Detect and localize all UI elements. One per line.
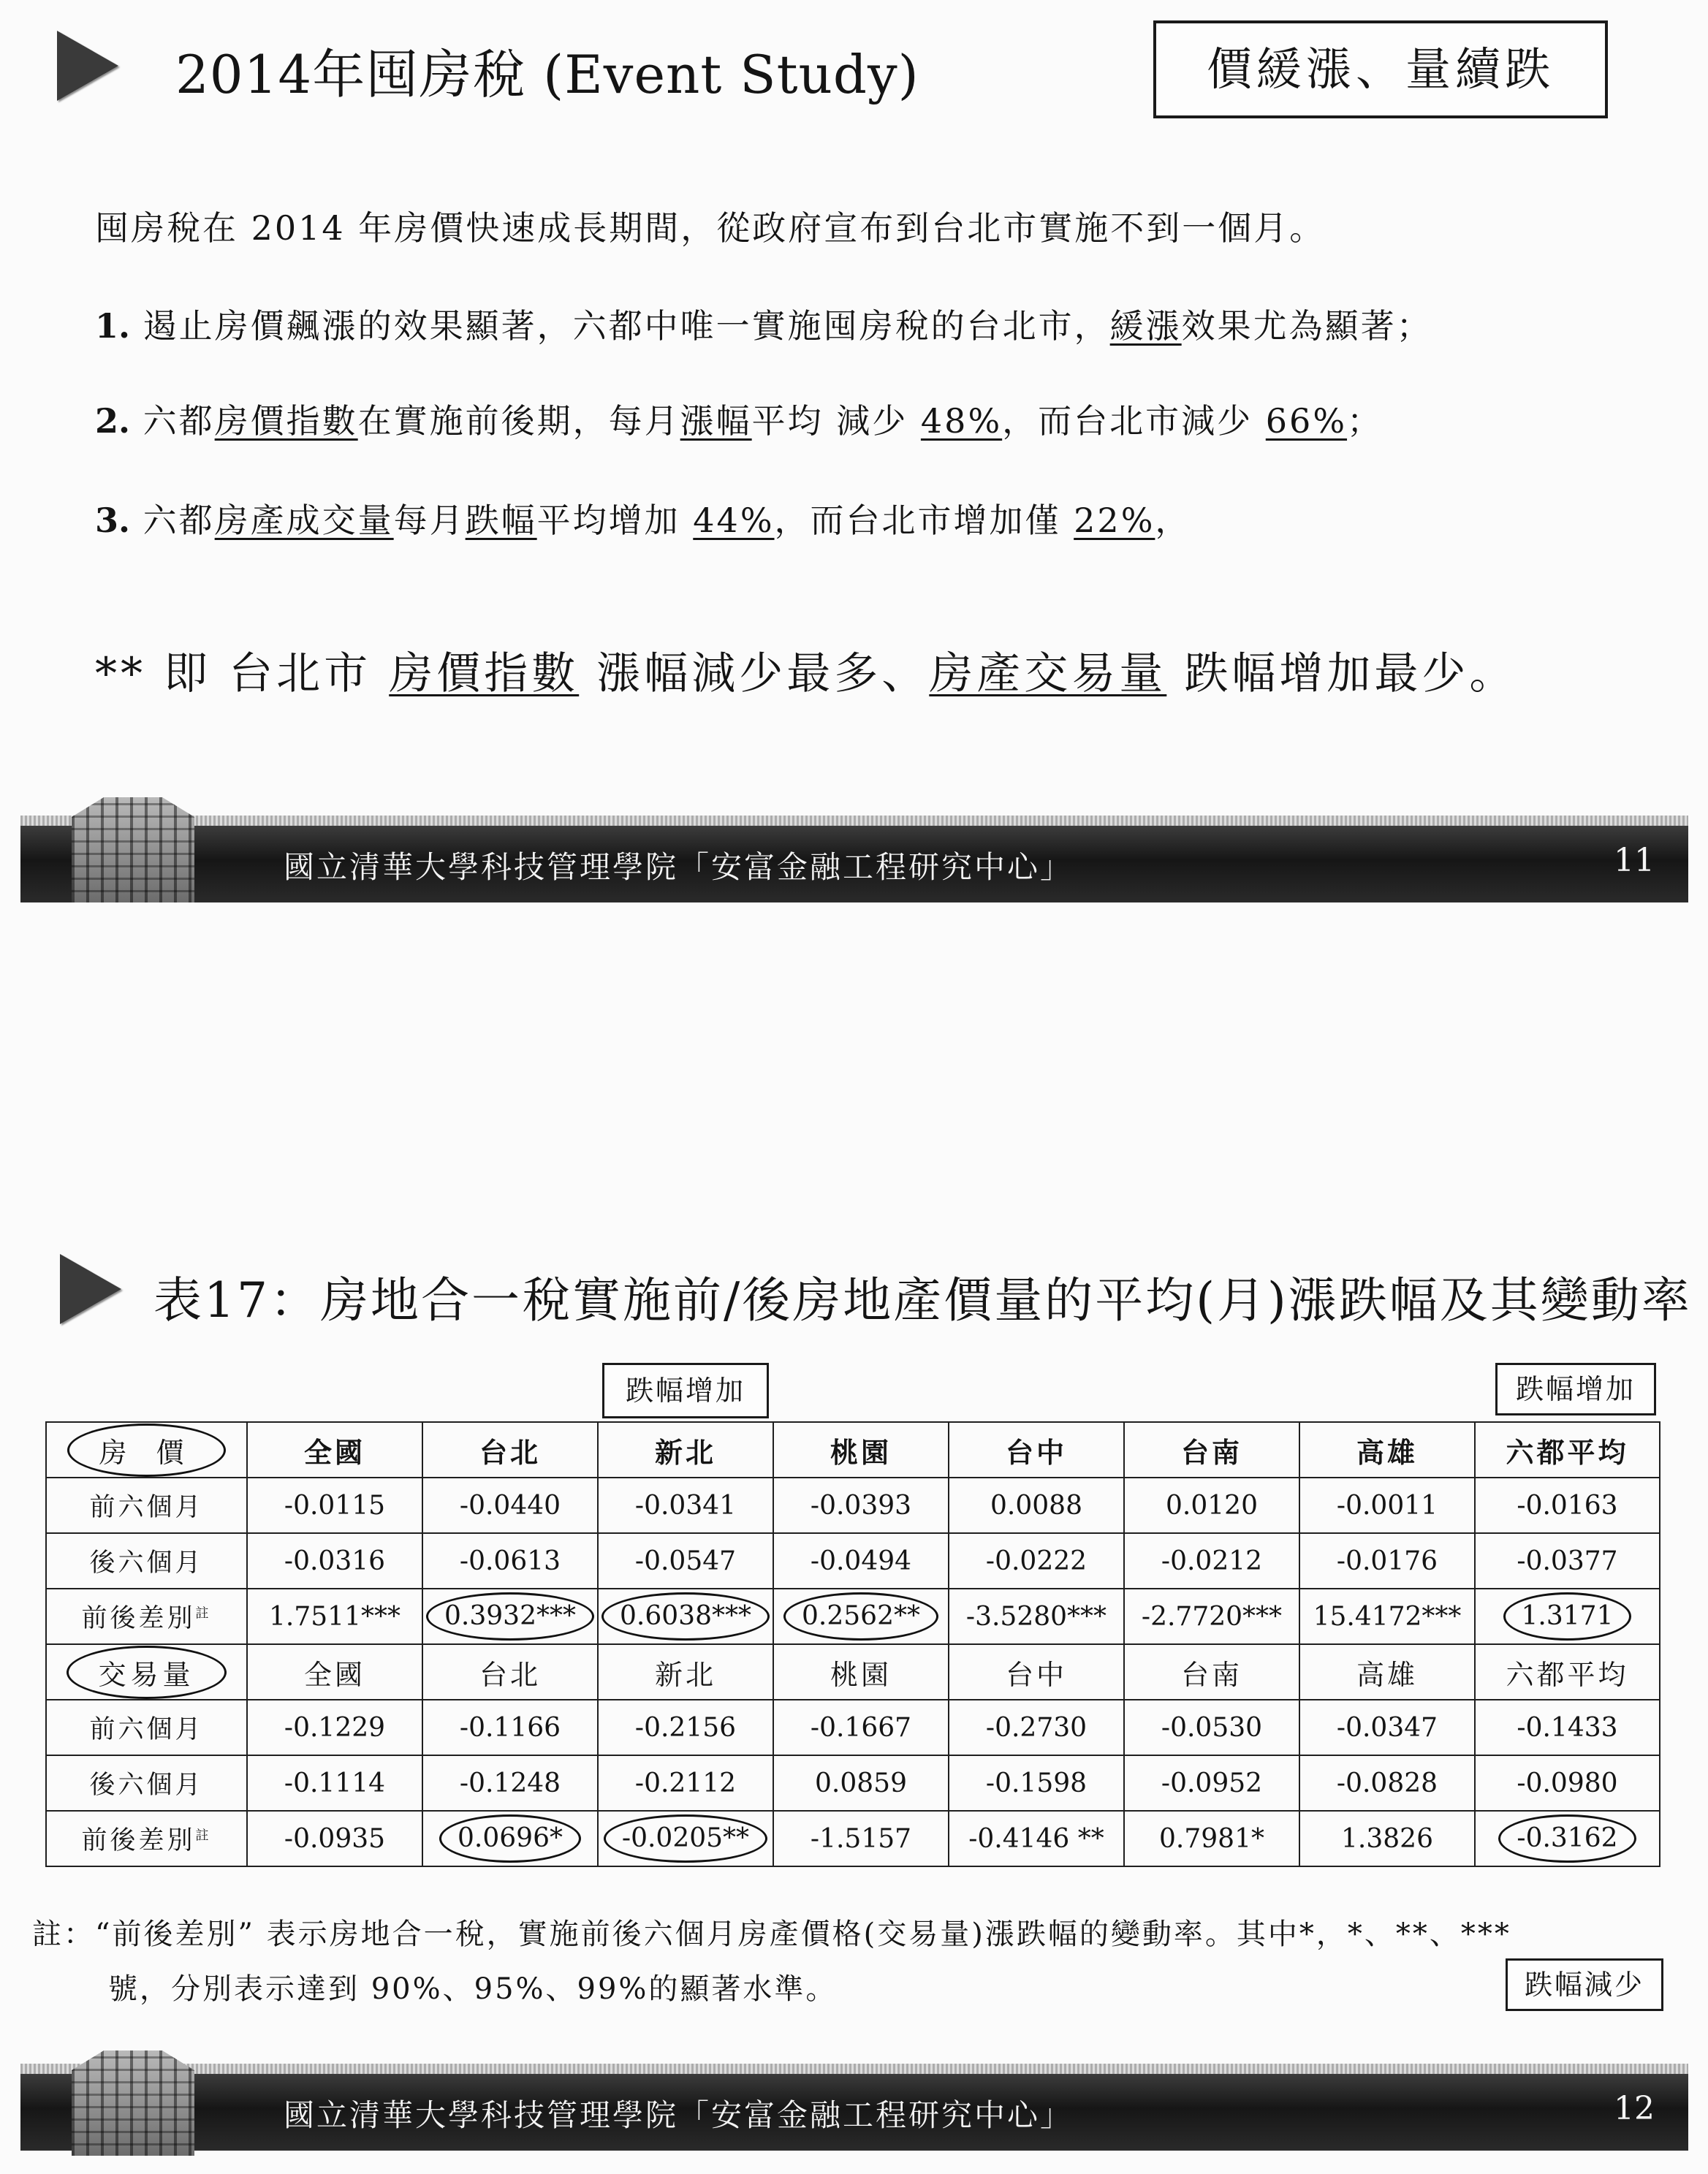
slide-12-footer bbox=[20, 2074, 1688, 2151]
table-cell bbox=[1475, 1755, 1660, 1811]
table-cell bbox=[1124, 1755, 1299, 1811]
table-cell bbox=[1475, 1589, 1660, 1644]
cell-value: -0.0613 bbox=[459, 1546, 561, 1576]
table-row bbox=[46, 1478, 1660, 1533]
row-label-text: 前後差別 bbox=[81, 1826, 196, 1855]
col-header: 高雄 bbox=[1299, 1422, 1475, 1478]
table-row bbox=[46, 1700, 1660, 1755]
conclusion-text-c: 跌幅增加最少。 bbox=[1166, 648, 1517, 699]
col-header: 台南 bbox=[1124, 1422, 1299, 1478]
table-cell bbox=[773, 1811, 949, 1866]
col-header: 台中 bbox=[949, 1422, 1124, 1478]
table-cell bbox=[247, 1755, 422, 1811]
slide-11-title: 2014年囤房稅 (Event Study) bbox=[175, 44, 919, 105]
point-2-text-c: 平均 減少 bbox=[751, 401, 921, 441]
table-cell bbox=[1299, 1700, 1475, 1755]
table-cell bbox=[1475, 1478, 1660, 1533]
table-cell bbox=[247, 1533, 422, 1589]
point-2-text-b: 在實施前後期，每月 bbox=[357, 401, 680, 441]
price-label-oval: 房 價 bbox=[67, 1424, 225, 1477]
table-note-line-2: 號，分別表示達到 90%、95%、99%的顯著水準。 bbox=[108, 1972, 838, 2006]
price-section bbox=[46, 1422, 1660, 1644]
point-2-underline-3: 48% bbox=[920, 401, 1003, 441]
point-1-number: 1. bbox=[95, 306, 131, 346]
point-3-text-c: 平均增加 bbox=[536, 501, 694, 540]
cell-value: -0.0341 bbox=[634, 1490, 737, 1521]
conclusion-text-b: 漲幅減少最多、 bbox=[579, 648, 930, 699]
table-cell bbox=[1475, 1700, 1660, 1755]
circled-cell-value: -0.3162 bbox=[1498, 1814, 1636, 1863]
cell-value: -0.1433 bbox=[1517, 1712, 1618, 1743]
cell-value: -0.2730 bbox=[985, 1712, 1088, 1743]
point-1-underlined: 緩漲 bbox=[1109, 306, 1182, 346]
point-3 bbox=[95, 494, 1191, 542]
table-cell bbox=[1299, 1755, 1475, 1811]
table-cell bbox=[247, 1478, 422, 1533]
point-3-text-e: ， bbox=[1155, 501, 1191, 540]
cell-value: -0.0547 bbox=[634, 1546, 737, 1576]
circled-cell-value: 0.2562** bbox=[783, 1592, 938, 1641]
point-3-number: 3. bbox=[95, 501, 131, 540]
cell-value: -0.2156 bbox=[634, 1712, 737, 1743]
table-cell bbox=[598, 1478, 773, 1533]
cell-value: -0.2112 bbox=[634, 1768, 737, 1798]
conclusion-text-a: ** 即 台北市 bbox=[95, 648, 390, 699]
table-note-line-1: 註：“前後差別” 表示房地合一稅，實施前後六個月房產價格(交易量)漲跌幅的變動率。其中*，*、**、*** bbox=[32, 1918, 1511, 1951]
table-cell bbox=[1124, 1811, 1299, 1866]
col-header: 桃園 bbox=[773, 1644, 949, 1700]
conclusion-underline-2: 房產交易量 bbox=[929, 648, 1167, 699]
table-cell bbox=[773, 1755, 949, 1811]
table-cell bbox=[949, 1589, 1124, 1644]
cell-value: 0.7981* bbox=[1159, 1823, 1264, 1854]
table-cell bbox=[422, 1700, 598, 1755]
price-section-label bbox=[46, 1422, 247, 1478]
tag-bottom-right: 跌幅減少 bbox=[1506, 1958, 1663, 2011]
data-table bbox=[45, 1421, 1660, 1867]
row-label bbox=[46, 1589, 247, 1644]
table-cell bbox=[598, 1811, 773, 1866]
table-cell bbox=[1124, 1589, 1299, 1644]
col-header: 高雄 bbox=[1299, 1644, 1475, 1700]
col-header: 台北 bbox=[422, 1422, 598, 1478]
circled-cell-value: 0.0696* bbox=[439, 1814, 581, 1863]
table-row bbox=[46, 1811, 1660, 1866]
row-label bbox=[46, 1700, 247, 1755]
cell-value: -0.1248 bbox=[459, 1768, 561, 1798]
table-cell bbox=[1124, 1478, 1299, 1533]
note-mark: 註 bbox=[195, 1605, 212, 1622]
cell-value: -0.0115 bbox=[284, 1490, 386, 1521]
cell-value: -1.5157 bbox=[810, 1823, 912, 1854]
footer-institution: 國立清華大學科技管理學院「安富金融工程研究中心」 bbox=[284, 2097, 1074, 2133]
table-cell bbox=[247, 1589, 422, 1644]
volume-label-oval: 交易量 bbox=[67, 1646, 226, 1699]
cell-value: -0.0935 bbox=[284, 1823, 386, 1854]
point-3-text-d: ，而台北市增加僅 bbox=[774, 501, 1074, 540]
cell-value: -0.0212 bbox=[1161, 1546, 1263, 1576]
cell-value: -3.5280*** bbox=[965, 1601, 1107, 1632]
footer-institution: 國立清華大學科技管理學院「安富金融工程研究中心」 bbox=[284, 849, 1074, 885]
point-3-underline-2: 跌幅 bbox=[465, 501, 537, 540]
table-cell bbox=[422, 1589, 598, 1644]
table-cell bbox=[949, 1755, 1124, 1811]
cell-value: -0.0440 bbox=[459, 1490, 561, 1521]
conclusion-underline-1: 房價指數 bbox=[389, 648, 580, 699]
table-cell bbox=[247, 1811, 422, 1866]
row-label-text: 後六個月 bbox=[89, 1548, 204, 1578]
table-cell bbox=[1299, 1533, 1475, 1589]
table-cell bbox=[422, 1755, 598, 1811]
col-header: 桃園 bbox=[773, 1422, 949, 1478]
circled-cell-value: 0.3932*** bbox=[426, 1592, 594, 1641]
cell-value: -0.0530 bbox=[1161, 1712, 1263, 1743]
table-cell bbox=[598, 1700, 773, 1755]
col-header: 全國 bbox=[247, 1644, 422, 1700]
volume-section bbox=[46, 1644, 1660, 1866]
point-2-underline-4: 66% bbox=[1265, 401, 1348, 441]
cell-value: -0.1114 bbox=[284, 1768, 386, 1798]
cell-value: -0.0176 bbox=[1336, 1546, 1438, 1576]
circled-cell-value: 0.6038*** bbox=[601, 1592, 770, 1641]
point-2 bbox=[95, 395, 1383, 443]
slide-11-boxed-label: 價緩漲、量續跌 bbox=[1153, 20, 1608, 118]
point-2-underline-2: 漲幅 bbox=[680, 401, 752, 441]
cell-value: -0.1229 bbox=[284, 1712, 386, 1743]
cell-value: -0.1598 bbox=[985, 1768, 1088, 1798]
table-cell bbox=[598, 1589, 773, 1644]
cell-value: 0.0859 bbox=[815, 1768, 907, 1798]
cell-value: -0.0952 bbox=[1161, 1768, 1263, 1798]
cell-value: -0.1667 bbox=[810, 1712, 912, 1743]
table-cell bbox=[247, 1700, 422, 1755]
cell-value: -0.0494 bbox=[810, 1546, 912, 1576]
cell-value: -0.1166 bbox=[459, 1712, 561, 1743]
point-1-text-b: 效果尤為顯著； bbox=[1181, 306, 1432, 346]
table-cell bbox=[773, 1589, 949, 1644]
row-label bbox=[46, 1533, 247, 1589]
cell-value: -0.0828 bbox=[1336, 1768, 1438, 1798]
tag-top-right: 跌幅增加 bbox=[1495, 1363, 1656, 1415]
page-number: 11 bbox=[1614, 842, 1655, 879]
row-label-text: 前六個月 bbox=[89, 1715, 204, 1744]
table-cell bbox=[598, 1533, 773, 1589]
table-cell bbox=[1299, 1478, 1475, 1533]
cell-value: -0.4146 ** bbox=[968, 1823, 1104, 1854]
cell-value: -0.0316 bbox=[284, 1546, 386, 1576]
table-row bbox=[46, 1755, 1660, 1811]
circled-cell-value: -0.0205** bbox=[604, 1814, 767, 1863]
cell-value: -0.0163 bbox=[1517, 1490, 1618, 1521]
col-header: 六都平均 bbox=[1475, 1644, 1660, 1700]
table-cell bbox=[773, 1533, 949, 1589]
table-cell bbox=[1475, 1811, 1660, 1866]
point-2-text-a: 六都 bbox=[130, 401, 215, 441]
cell-value: -0.0347 bbox=[1336, 1712, 1438, 1743]
col-header: 六都平均 bbox=[1475, 1422, 1660, 1478]
row-label bbox=[46, 1811, 247, 1866]
table-cell bbox=[773, 1478, 949, 1533]
cell-value: 15.4172*** bbox=[1313, 1601, 1462, 1632]
table-cell bbox=[1475, 1533, 1660, 1589]
building-logo-icon bbox=[60, 2046, 206, 2156]
point-1 bbox=[95, 300, 1432, 348]
tag-top-center: 跌幅增加 bbox=[602, 1363, 769, 1418]
cell-value: -0.0393 bbox=[810, 1490, 912, 1521]
col-header: 新北 bbox=[598, 1644, 773, 1700]
point-2-text-e: ； bbox=[1347, 401, 1384, 441]
page-number: 12 bbox=[1614, 2090, 1655, 2127]
cell-value: 0.0120 bbox=[1166, 1490, 1258, 1521]
row-label-text: 前後差別 bbox=[81, 1604, 196, 1633]
table-cell bbox=[1299, 1589, 1475, 1644]
table-cell bbox=[949, 1533, 1124, 1589]
point-3-text-b: 每月 bbox=[393, 501, 466, 540]
building-logo-icon bbox=[60, 793, 206, 902]
volume-section-label bbox=[46, 1644, 247, 1700]
slide-12-title: 表17：房地合一稅實施前/後房地產價量的平均(月)漲跌幅及其變動率 bbox=[153, 1272, 1692, 1329]
col-header: 新北 bbox=[598, 1422, 773, 1478]
cell-value: -0.0222 bbox=[985, 1546, 1088, 1576]
table-cell bbox=[773, 1700, 949, 1755]
cell-value: -2.7720*** bbox=[1141, 1601, 1283, 1632]
point-2-number: 2. bbox=[95, 401, 131, 441]
circled-cell-value: 1.3171 bbox=[1503, 1592, 1632, 1641]
row-label bbox=[46, 1478, 247, 1533]
table-cell bbox=[949, 1700, 1124, 1755]
point-3-underline-4: 22% bbox=[1074, 501, 1155, 540]
cell-value: -0.0980 bbox=[1517, 1768, 1618, 1798]
point-3-underline-3: 44% bbox=[693, 501, 775, 540]
table-cell bbox=[949, 1478, 1124, 1533]
row-label bbox=[46, 1755, 247, 1811]
cell-value: 1.3826 bbox=[1341, 1823, 1433, 1854]
bullet-triangle-icon bbox=[57, 31, 118, 101]
row-label-text: 前六個月 bbox=[89, 1493, 204, 1522]
intro-paragraph: 囤房稅在 2014 年房價快速成長期間，從政府宣布到台北市實施不到一個月。 bbox=[95, 208, 1326, 248]
row-label-text: 後六個月 bbox=[89, 1771, 204, 1800]
col-header: 全國 bbox=[247, 1422, 422, 1478]
point-3-underline-1: 房產成交量 bbox=[214, 501, 394, 540]
table-row bbox=[46, 1589, 1660, 1644]
cell-value: 0.0088 bbox=[990, 1490, 1082, 1521]
cell-value: 1.7511*** bbox=[269, 1601, 401, 1632]
table-cell bbox=[422, 1533, 598, 1589]
table-cell bbox=[1299, 1811, 1475, 1866]
table-row bbox=[46, 1533, 1660, 1589]
slide-11-footer bbox=[20, 826, 1688, 902]
volume-header-row bbox=[46, 1644, 1660, 1700]
col-header: 台北 bbox=[422, 1644, 598, 1700]
table-cell bbox=[422, 1811, 598, 1866]
col-header: 台中 bbox=[949, 1644, 1124, 1700]
table-cell bbox=[1124, 1700, 1299, 1755]
conclusion bbox=[95, 639, 1517, 702]
table-cell bbox=[949, 1811, 1124, 1866]
cell-value: -0.0377 bbox=[1517, 1546, 1618, 1576]
point-1-text-a: 遏止房價飆漲的效果顯著，六都中唯一實施囤房稅的台北市， bbox=[130, 306, 1110, 346]
point-2-underline-1: 房價指數 bbox=[214, 401, 358, 441]
point-2-text-d: ，而台北市減少 bbox=[1002, 401, 1266, 441]
note-mark: 註 bbox=[195, 1828, 212, 1844]
bullet-triangle-icon bbox=[60, 1254, 121, 1324]
table-cell bbox=[422, 1478, 598, 1533]
table-cell bbox=[1124, 1533, 1299, 1589]
point-3-text-a: 六都 bbox=[130, 501, 215, 540]
cell-value: -0.0011 bbox=[1336, 1490, 1438, 1521]
col-header: 台南 bbox=[1124, 1644, 1299, 1700]
table-cell bbox=[598, 1755, 773, 1811]
price-header-row bbox=[46, 1422, 1660, 1478]
